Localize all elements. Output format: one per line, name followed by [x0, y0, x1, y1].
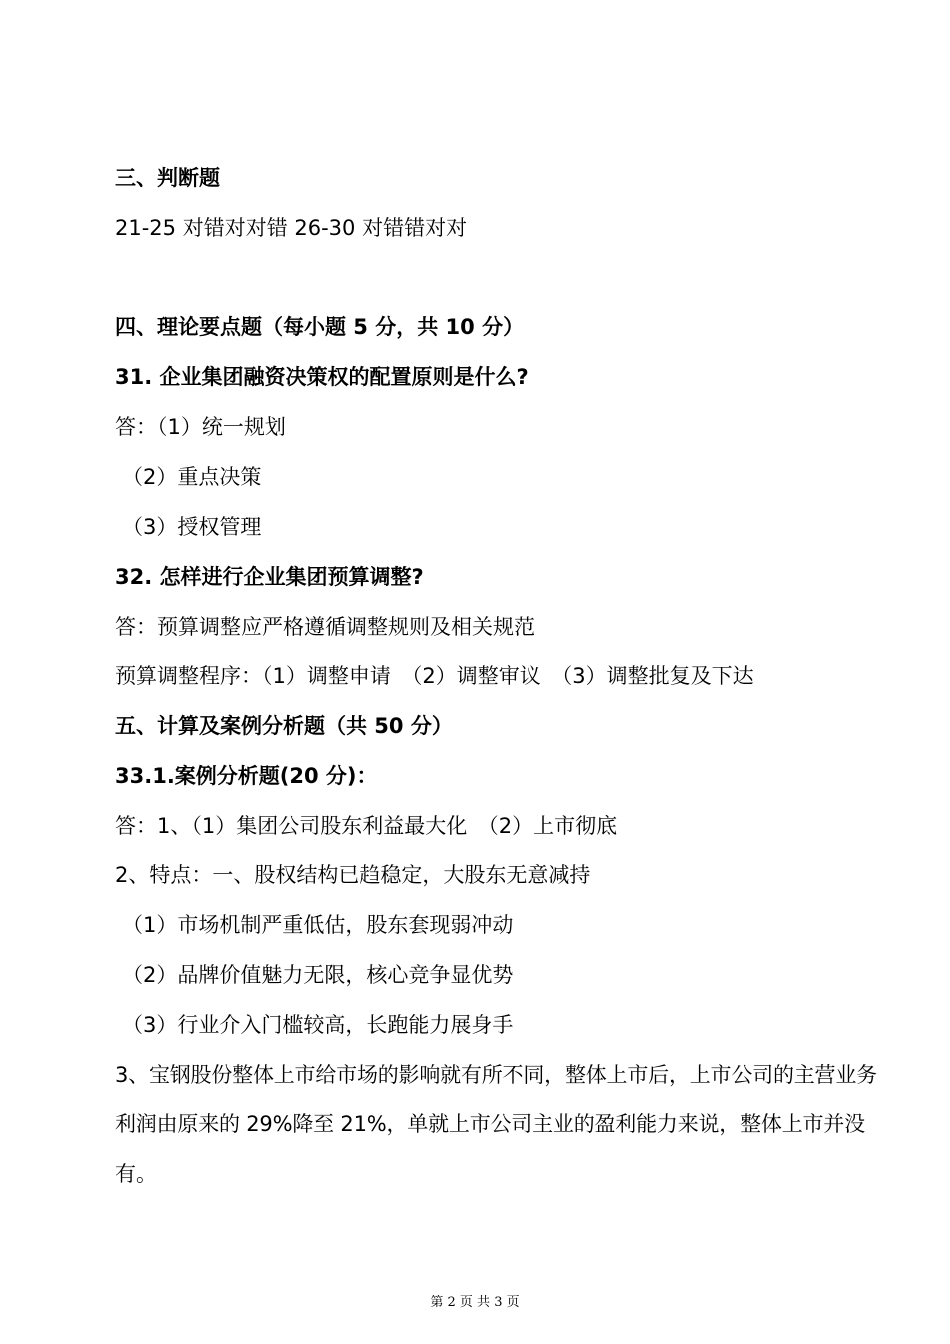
answer-33-line-5: （3）行业介入门槛较高，长跑能力展身手 [122, 1013, 514, 1037]
section4-heading: 四、理论要点题（每小题 5 分，共 10 分） [115, 315, 525, 339]
section3-heading: 三、判断题 [115, 166, 220, 190]
answer-33-line-4: （2）品牌价值魅力无限，核心竞争显优势 [122, 963, 514, 987]
answer-33-line-2: 2、特点：一、股权结构已趋稳定，大股东无意减持 [115, 863, 591, 887]
page-footer: 第 2 页 共 3 页 [430, 1295, 520, 1310]
answer-33-line-6: 3、宝钢股份整体上市给市场的影响就有所不同，整体上市后，上市公司的主营业务 [115, 1063, 877, 1087]
answer-31-line-3: （3）授权管理 [122, 515, 262, 539]
answer-31-line-2: （2）重点决策 [122, 465, 262, 489]
answer-33-line-3: （1）市场机制严重低估，股东套现弱冲动 [122, 913, 514, 937]
answer-33-line-8: 有。 [115, 1162, 157, 1186]
section5-heading: 五、计算及案例分析题（共 50 分） [115, 714, 453, 738]
question-31: 31. 企业集团融资决策权的配置原则是什么? [115, 365, 529, 389]
answer-33-line-7: 利润由原来的 29%降至 21%，单就上市公司主业的盈利能力来说，整体上市并没 [115, 1112, 865, 1136]
answer-33-line-1: 答：1、（1）集团公司股东利益最大化 （2）上市彻底 [115, 814, 618, 838]
answer-31-line-1: 答：（1）统一规划 [115, 415, 286, 439]
question-32: 32. 怎样进行企业集团预算调整? [115, 565, 424, 589]
section3-answers: 21-25 对错对对错 26-30 对错错对对 [115, 216, 468, 240]
answer-32-line-2: 预算调整程序：（1）调整申请 （2）调整审议 （3）调整批复及下达 [115, 664, 754, 688]
question-33: 33.1.案例分析题(20 分)： [115, 764, 378, 788]
answer-32-line-1: 答：预算调整应严格遵循调整规则及相关规范 [115, 615, 535, 639]
